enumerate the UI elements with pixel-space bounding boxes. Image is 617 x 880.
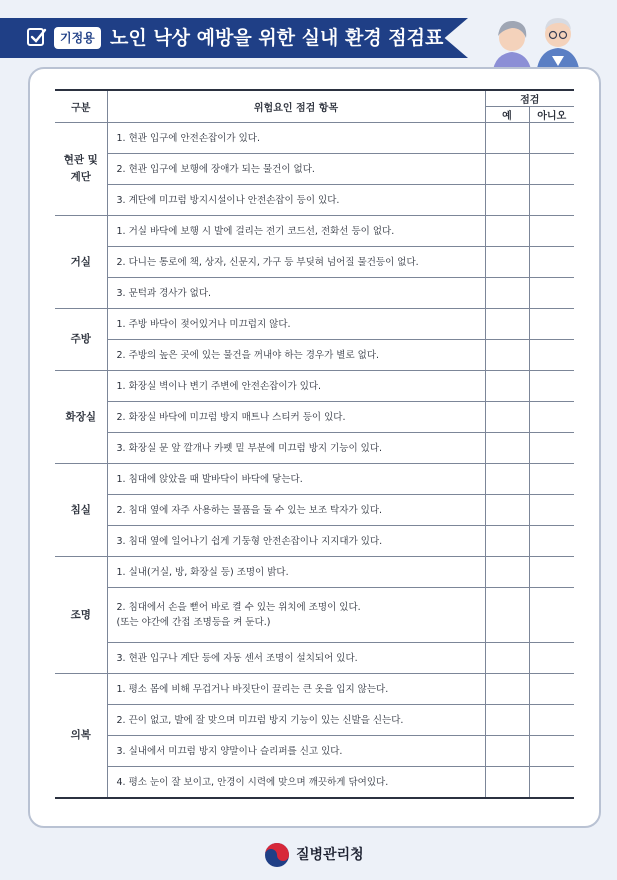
- check-yes-cell[interactable]: [485, 247, 529, 278]
- table-row: [55, 278, 574, 309]
- check-no-cell[interactable]: [529, 495, 574, 526]
- check-yes-cell[interactable]: [485, 464, 529, 495]
- header-category: 구분: [55, 90, 107, 123]
- checklist-item-text: 2. 다니는 통로에 책, 상자, 신문지, 가구 등 부딪혀 넘어질 물건등이 없다.: [107, 247, 485, 278]
- table-row: [55, 247, 574, 278]
- table-row: [55, 588, 574, 643]
- section-category: 거실: [55, 216, 107, 309]
- checklist-item-text: 3. 침대 옆에 일어나기 쉽게 기둥형 안전손잡이나 지지대가 있다.: [107, 526, 485, 557]
- checklist-item-text: 1. 평소 몸에 비해 무겁거나 바짓단이 끌리는 큰 옷을 입지 않는다.: [107, 674, 485, 705]
- checklist-item-text: 3. 화장실 문 앞 깔개나 카펫 밑 부분에 미끄럼 방지 기능이 있다.: [107, 433, 485, 464]
- check-yes-cell[interactable]: [485, 402, 529, 433]
- checklist-item-text: 2. 주방의 높은 곳에 있는 물건을 꺼내야 하는 경우가 별로 없다.: [107, 340, 485, 371]
- check-yes-cell[interactable]: [485, 340, 529, 371]
- header-yes: 예: [485, 107, 529, 123]
- checklist-item-text: 3. 문턱과 경사가 없다.: [107, 278, 485, 309]
- section-category: 화장실: [55, 371, 107, 464]
- table-row: [55, 674, 574, 705]
- table-row: [55, 154, 574, 185]
- check-no-cell[interactable]: [529, 433, 574, 464]
- checklist-item-text: 2. 침대에서 손을 뻗어 바로 켤 수 있는 위치에 조명이 있다. (또는 야간에 간접 조명등을 켜 둔다.): [107, 588, 485, 643]
- check-yes-cell[interactable]: [485, 526, 529, 557]
- section-category: 주방: [55, 309, 107, 371]
- check-no-cell[interactable]: [529, 464, 574, 495]
- agency-emblem-icon: [264, 842, 290, 868]
- check-yes-cell[interactable]: [485, 495, 529, 526]
- section-category: 의복: [55, 674, 107, 799]
- check-yes-cell[interactable]: [485, 557, 529, 588]
- check-no-cell[interactable]: [529, 767, 574, 799]
- checklist-icon: [26, 26, 48, 48]
- table-row: [55, 643, 574, 674]
- header-check: 점검: [485, 90, 574, 107]
- check-no-cell[interactable]: [529, 705, 574, 736]
- check-no-cell[interactable]: [529, 402, 574, 433]
- checklist-item-text: 2. 침대 옆에 자주 사용하는 물품을 둘 수 있는 보조 탁자가 있다.: [107, 495, 485, 526]
- table-row: [55, 705, 574, 736]
- check-yes-cell[interactable]: [485, 371, 529, 402]
- checklist-item-text: 1. 현관 입구에 안전손잡이가 있다.: [107, 123, 485, 154]
- checklist-item-text: 1. 침대에 앉았을 때 발바닥이 바닥에 닿는다.: [107, 464, 485, 495]
- table-row: [55, 433, 574, 464]
- check-no-cell[interactable]: [529, 309, 574, 340]
- checklist-item-text: 4. 평소 눈이 잘 보이고, 안경이 시력에 맞으며 깨끗하게 닦여있다.: [107, 767, 485, 799]
- check-yes-cell[interactable]: [485, 433, 529, 464]
- check-yes-cell[interactable]: [485, 123, 529, 154]
- check-yes-cell[interactable]: [485, 643, 529, 674]
- table-row: [55, 185, 574, 216]
- checklist-item-text: 2. 현관 입구에 보행에 장애가 되는 물건이 없다.: [107, 154, 485, 185]
- check-no-cell[interactable]: [529, 216, 574, 247]
- checklist-item-text: 1. 거실 바닥에 보행 시 발에 걸리는 전기 코드선, 전화선 등이 없다.: [107, 216, 485, 247]
- table-row: [55, 767, 574, 799]
- section-category: 현관 및 계단: [55, 123, 107, 216]
- checklist-item-text: 1. 주방 바닥이 젖어있거나 미끄럽지 않다.: [107, 309, 485, 340]
- check-yes-cell[interactable]: [485, 278, 529, 309]
- agency-name: 질병관리청: [296, 847, 364, 863]
- checklist-body: [55, 123, 574, 799]
- checklist-item-text: 2. 화장실 바닥에 미끄럼 방지 매트나 스티커 등이 있다.: [107, 402, 485, 433]
- check-no-cell[interactable]: [529, 154, 574, 185]
- check-no-cell[interactable]: [529, 247, 574, 278]
- check-yes-cell[interactable]: [485, 767, 529, 799]
- checklist-item-text: 1. 실내(거실, 방, 화장실 등) 조명이 밝다.: [107, 557, 485, 588]
- check-yes-cell[interactable]: [485, 736, 529, 767]
- check-yes-cell[interactable]: [485, 674, 529, 705]
- table-row: [55, 216, 574, 247]
- checklist-item-text: 1. 화장실 벽이나 변기 주변에 안전손잡이가 있다.: [107, 371, 485, 402]
- table-row: [55, 309, 574, 340]
- check-no-cell[interactable]: [529, 557, 574, 588]
- check-no-cell[interactable]: [529, 278, 574, 309]
- check-no-cell[interactable]: [529, 340, 574, 371]
- check-no-cell[interactable]: [529, 526, 574, 557]
- checklist-item-text: 3. 실내에서 미끄럼 방지 양말이나 슬리퍼를 신고 있다.: [107, 736, 485, 767]
- table-row: [55, 464, 574, 495]
- table-row: [55, 557, 574, 588]
- checklist-item-text: 3. 현관 입구나 계단 등에 자동 센서 조명이 설치되어 있다.: [107, 643, 485, 674]
- check-no-cell[interactable]: [529, 643, 574, 674]
- checklist-item-text: 2. 끈이 없고, 발에 잘 맞으며 미끄럼 방지 기능이 있는 신발을 신는다.: [107, 705, 485, 736]
- check-no-cell[interactable]: [529, 123, 574, 154]
- header-items: 위험요인 점검 항목: [107, 90, 485, 123]
- checklist-table: [55, 89, 574, 799]
- table-row: [55, 526, 574, 557]
- check-yes-cell[interactable]: [485, 309, 529, 340]
- check-no-cell[interactable]: [529, 674, 574, 705]
- page-title: 노인 낙상 예방을 위한 실내 환경 점검표: [110, 27, 444, 49]
- table-row: [55, 736, 574, 767]
- household-badge: 기정용: [54, 27, 101, 49]
- check-yes-cell[interactable]: [485, 216, 529, 247]
- check-no-cell[interactable]: [529, 588, 574, 643]
- check-yes-cell[interactable]: [485, 588, 529, 643]
- section-category: 조명: [55, 557, 107, 674]
- check-yes-cell[interactable]: [485, 185, 529, 216]
- table-row: [55, 340, 574, 371]
- check-no-cell[interactable]: [529, 185, 574, 216]
- check-no-cell[interactable]: [529, 736, 574, 767]
- table-row: [55, 371, 574, 402]
- check-yes-cell[interactable]: [485, 154, 529, 185]
- table-row: [55, 123, 574, 154]
- table-row: [55, 402, 574, 433]
- header-no: 아니오: [529, 107, 574, 123]
- table-row: [55, 495, 574, 526]
- check-no-cell[interactable]: [529, 371, 574, 402]
- checklist-item-text: 3. 계단에 미끄럼 방지시설이나 안전손잡이 등이 있다.: [107, 185, 485, 216]
- section-category: 침실: [55, 464, 107, 557]
- check-yes-cell[interactable]: [485, 705, 529, 736]
